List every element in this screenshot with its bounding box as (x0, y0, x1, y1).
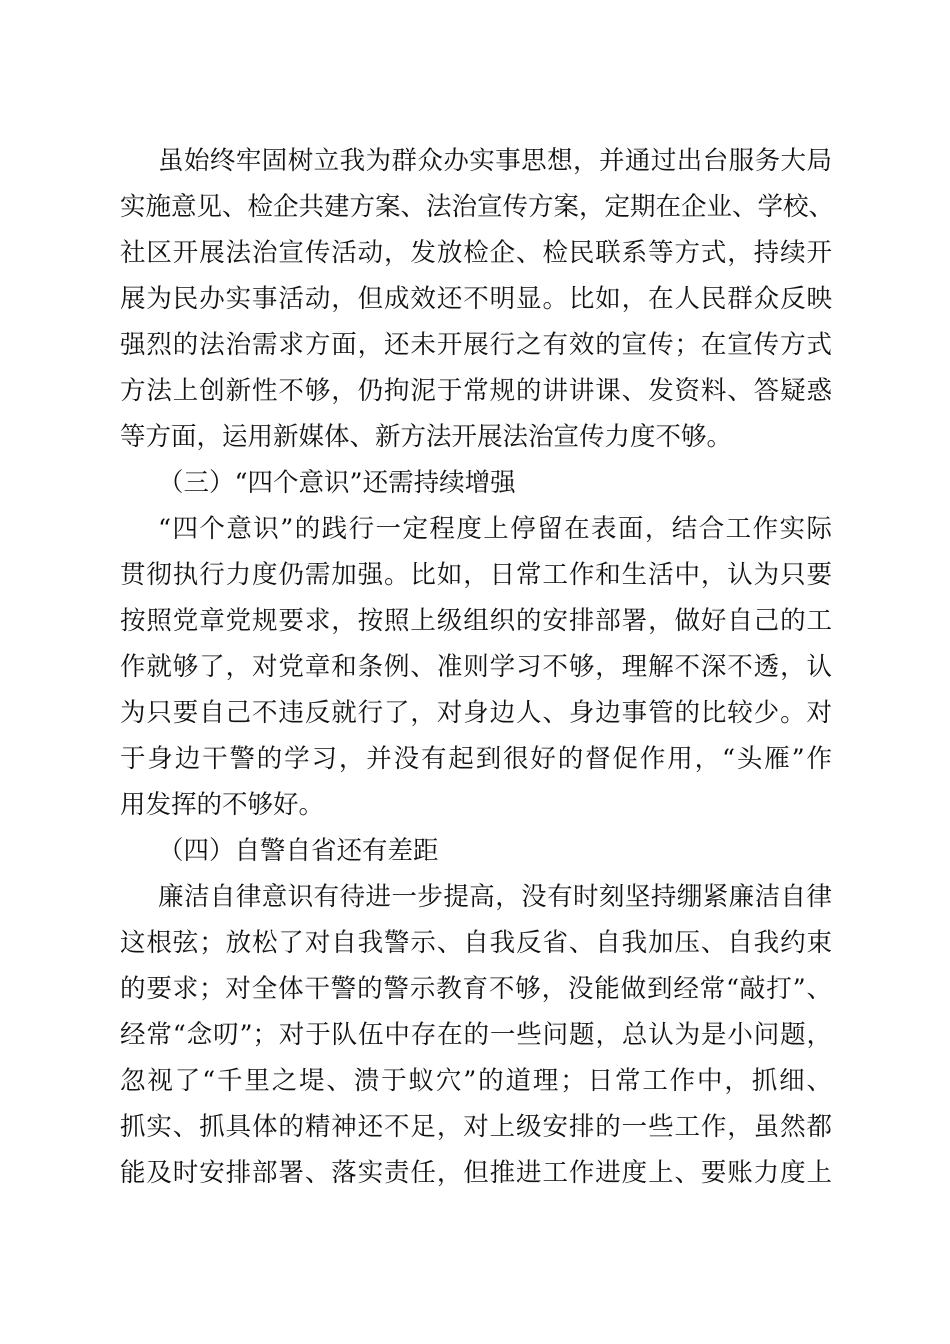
paragraph-line: 用发挥的不够好。 (120, 790, 325, 820)
paragraph-line: “四个意识”的践行一定程度上停留在表面，结合工作实际 (158, 514, 832, 544)
paragraph-line: 贯彻执行力度仍需加强。比如，日常工作和生活中，认为只要 (120, 560, 832, 590)
section-heading-4: （四）自警自省还有差距 (158, 836, 439, 866)
section-heading-3: （三）“四个意识”还需持续增强 (158, 468, 516, 498)
paragraph-line: 方法上创新性不够，仍拘泥于常规的讲讲课、发资料、答疑惑 (120, 376, 832, 406)
paragraph-line: 为只要自己不违反就行了，对身边人、身边事管的比较少。对 (120, 698, 832, 728)
paragraph-line: 经常“念叨”；对于队伍中存在的一些问题，总认为是小问题， (120, 1020, 832, 1050)
paragraph-line: 实施意见、检企共建方案、法治宣传方案，定期在企业、学校、 (120, 192, 835, 222)
paragraph-line: 展为民办实事活动，但成效还不明显。比如，在人民群众反映 (120, 284, 832, 314)
paragraph-line: 作就够了，对党章和条例、准则学习不够，理解不深不透，认 (120, 652, 832, 682)
paragraph-line: 社区开展法治宣传活动，发放检企、检民联系等方式，持续开 (120, 238, 832, 268)
paragraph-line: 于身边干警的学习，并没有起到很好的督促作用，“头雁”作 (120, 744, 832, 774)
paragraph-line: 等方面，运用新媒体、新方法开展法治宣传力度不够。 (120, 422, 733, 452)
paragraph-line: 按照党章党规要求，按照上级组织的安排部署，做好自己的工 (120, 606, 832, 636)
paragraph-line: 的要求；对全体干警的警示教育不够，没能做到经常“敲打”、 (120, 974, 832, 1004)
paragraph-line: 虽始终牢固树立我为群众办实事思想，并通过出台服务大局 (158, 146, 832, 176)
paragraph-line: 能及时安排部署、落实责任，但推进工作进度上、要账力度上 (120, 1158, 832, 1188)
paragraph-line: 忽视了“千里之堤、溃于蚁穴”的道理；日常工作中，抓细、 (120, 1066, 832, 1096)
paragraph-line: 这根弦；放松了对自我警示、自我反省、自我加压、自我约束 (120, 928, 832, 958)
paragraph-line: 抓实、抓具体的精神还不足，对上级安排的一些工作，虽然都 (120, 1112, 832, 1142)
paragraph-line: 强烈的法治需求方面，还未开展行之有效的宣传；在宣传方式 (120, 330, 832, 360)
paragraph-line: 廉洁自律意识有待进一步提高，没有时刻坚持绷紧廉洁自律 (158, 882, 832, 912)
